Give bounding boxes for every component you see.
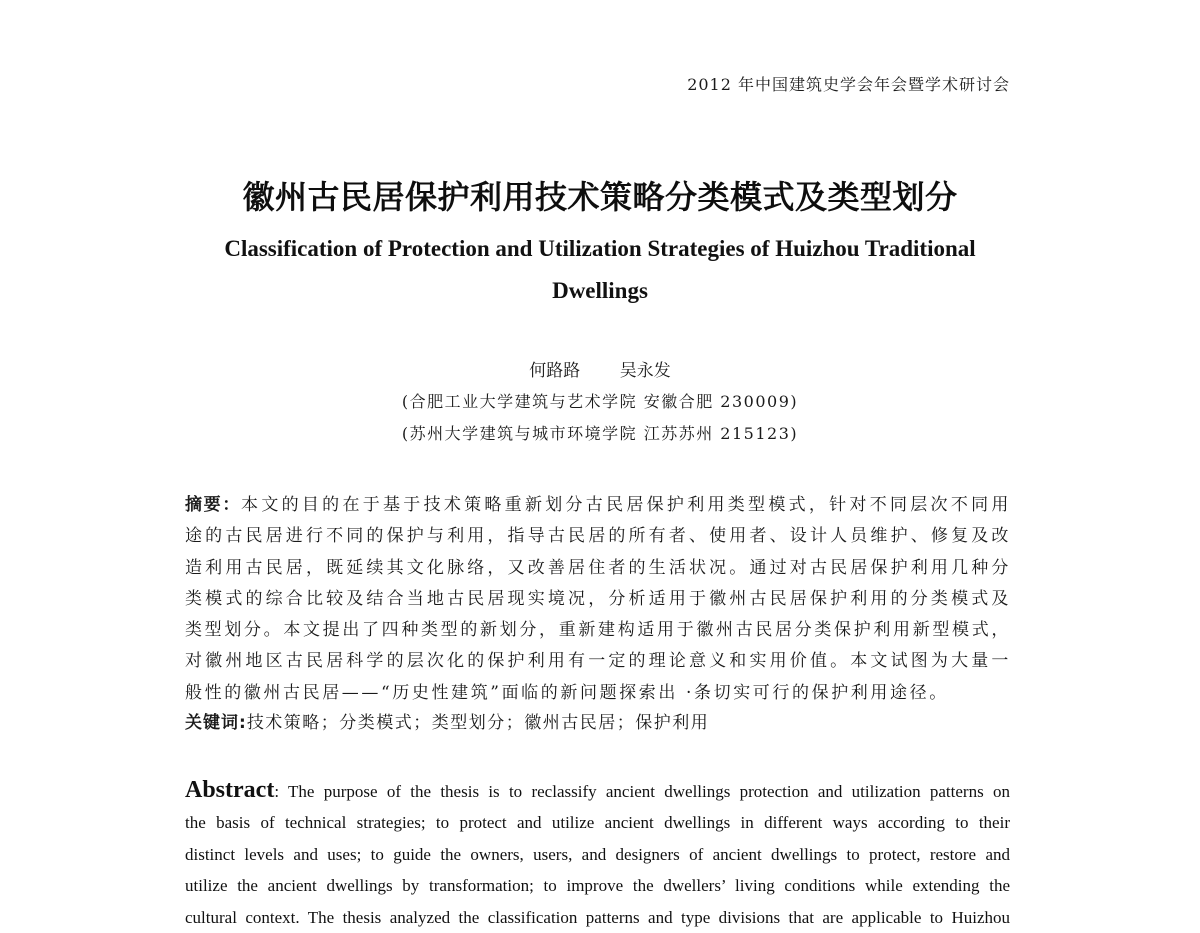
abstract-cn-line: 般性的徽州古民居——“历史性建筑”面临的新问题探索出 ·条切实可行的保护利用途径。 [185,682,949,703]
abstract-cn-line: 造利用古民居，既延续其文化脉络，又改善居住者的生活状况。通过对古民居保护利用几种分 [185,557,1011,578]
abstract-cn-line: 类模式的综合比较及结合当地古民居现实境况，分析适用于徽州古民居保护利用的分类模式及 [185,588,1011,609]
running-header: 2012 年中国建筑史学会年会暨学术研讨会 [687,75,1010,94]
abstract-en-line: utilize the ancient dwellings by transformation; to improve the dwellers’ living conditions while extending the [185,876,1010,896]
abstract-en-line: distinct levels and uses; to guide the owners, users, and designers of ancient dwellings to protect, restore and [185,844,1010,864]
abstract-en-line: the basis of technical strategies; to protect and utilize ancient dwellings in different ways according to their [185,813,1010,833]
author-list [0,356,1200,381]
abstract-en-line: cultural context. The thesis analyzed the classification patterns and type divisions that are applicable to Huizhou [185,907,1010,927]
title-en-line-1: Classification of Protection and Utilization Strategies of Huizhou Traditional [224,236,976,261]
paper-title-english [190,228,1010,312]
abstract-cn-label: 摘要： [185,495,242,515]
keywords-label: 关键词: [185,713,247,733]
affiliation-1: (合肥工业大学建筑与艺术学院 安徽合肥 230009) [401,392,799,411]
paper-title-chinese: 徽州古民居保护利用技术策略分类模式及类型划分 [242,178,958,216]
abstract-chinese [185,490,1011,709]
author-name: 吴永发 [619,361,671,381]
keywords-text: 技术策略；分类模式；类型划分；徽州古民居；保护利用 [246,713,710,733]
abstract-en-label: Abstract [185,777,275,803]
abstract-cn-line: 对徽州地区古民居科学的层次化的保护利用有一定的理论意义和实用价值。本文试图为大量一 [185,651,1011,672]
abstract-cn-line: 途的古民居进行不同的保护与利用，指导古民居的所有者、使用者、设计人员维护、修复及改 [185,526,1011,547]
affiliation-2: (苏州大学建筑与城市环境学院 江苏苏州 215123) [401,424,799,443]
abstract-cn-line: 摘要：本文的目的在于基于技术策略重新划分古民居保护利用类型模式，针对不同层次不同用 [185,495,1011,515]
keywords [185,708,1011,739]
title-en-line-2: Dwellings [552,278,648,303]
abstract-en-line: Abstract: The purpose of the thesis is to reclassify ancient dwellings protection and utilization patterns on [185,777,1010,803]
author-name: 何路路 [529,361,581,381]
abstract-cn-line: 类型划分。本文提出了四种类型的新划分，重新建构适用于徽州古民居分类保护利用新型模式， [185,620,1011,641]
abstract-english [185,775,1010,933]
